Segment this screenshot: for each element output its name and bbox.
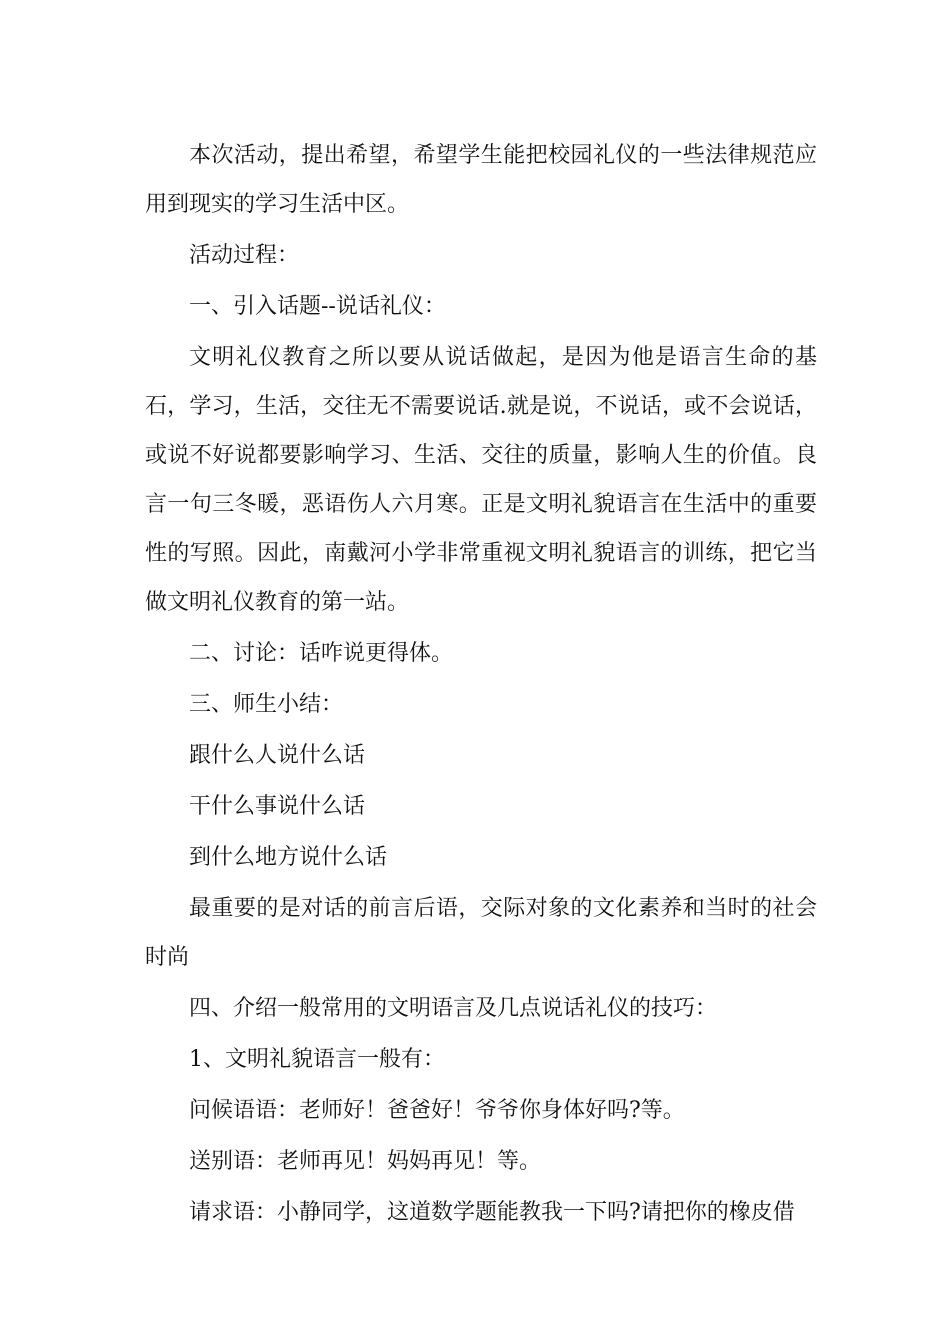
section-heading-4: 四、介绍一般常用的文明语言及几点说话礼仪的技巧： xyxy=(189,996,718,1021)
summary-line-2: 干什么事说什么话 xyxy=(189,794,366,819)
section-heading-1: 一、引入话题--说话礼仪： xyxy=(189,294,446,319)
document-body xyxy=(145,131,817,1237)
summary-line-3: 到什么地方说什么话 xyxy=(189,845,388,870)
summary-line-1: 跟什么人说什么话 xyxy=(189,743,366,768)
request-examples: 请求语：小静同学，这道数学题能教我一下吗?请把你的橡皮借 xyxy=(189,1200,795,1225)
paragraph-activity-goal: 本次活动，提出希望，希望学生能把校园礼仪的一些法律规范应用到现实的学习生活中区。 xyxy=(145,143,817,217)
greeting-examples: 问候语语：老师好！爸爸好！爷爷你身体好吗?等。 xyxy=(189,1098,685,1123)
subheading-polite-language: 1、文明礼貌语言一般有： xyxy=(189,1047,445,1072)
paragraph-most-important: 最重要的是对话的前言后语，交际对象的文化素养和当时的社会时尚 xyxy=(145,896,817,970)
section-heading-3: 三、师生小结： xyxy=(189,692,344,717)
farewell-examples: 送别语：老师再见！妈妈再见！等。 xyxy=(189,1149,542,1174)
paragraph-process-heading: 活动过程： xyxy=(189,243,300,268)
section-heading-2: 二、讨论：话咋说更得体。 xyxy=(189,641,454,666)
paragraph-etiquette-education: 文明礼仪教育之所以要从说话做起，是因为他是语言生命的基石，学习，生活，交往无不需要说话.就是说，不说话，或不会说话，或说不好说都要影响学习、生活、交往的质量，影响人生的价值。良言一句三冬暖，恶语伤人六月寒。正是文明礼貌语言在生活中的重要性的写照。因此，南戴河小学非常重视文明礼貌语言的训练，把它当做文明礼仪教育的第一站。 xyxy=(145,345,817,615)
